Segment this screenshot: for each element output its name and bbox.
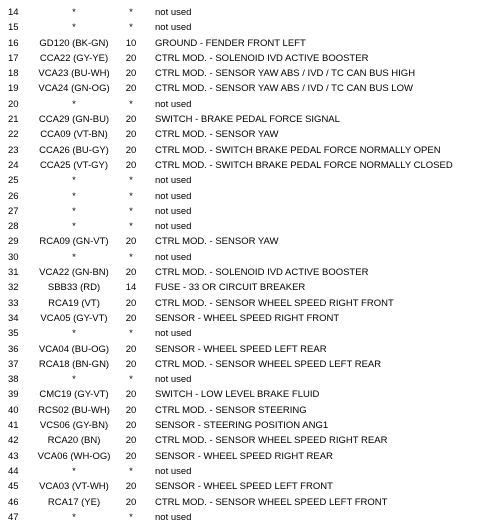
connector-pinout-table: [0, 5, 481, 525]
circuit-code: RCA18 (BN-GN): [38, 358, 110, 370]
wire-gauge: 20: [125, 481, 137, 493]
circuit-code: *: [72, 251, 76, 263]
wire-gauge: *: [129, 175, 133, 187]
circuit-function: SENSOR - WHEEL SPEED RIGHT REAR: [155, 450, 333, 462]
pin-number: 39: [8, 389, 19, 401]
circuit-code: VCA06 (WH-OG): [37, 450, 111, 462]
pin-number: 37: [8, 358, 19, 370]
table-row: [0, 36, 481, 51]
pin-number: 33: [8, 297, 19, 309]
circuit-function: SENSOR - WHEEL SPEED LEFT REAR: [155, 343, 327, 355]
wire-gauge: 20: [125, 358, 137, 370]
table-row: [0, 311, 481, 326]
circuit-code: CCA25 (VT-GY): [39, 159, 109, 171]
table-row: [0, 296, 481, 311]
table-row: [0, 449, 481, 464]
wire-gauge: 20: [125, 68, 137, 80]
circuit-code: *: [72, 22, 76, 34]
pin-number: 30: [8, 251, 19, 263]
table-row: [0, 189, 481, 204]
wire-gauge: 20: [125, 267, 137, 279]
table-row: [0, 464, 481, 479]
table-row: [0, 158, 481, 173]
circuit-function: not used: [155, 465, 192, 477]
pin-number: 19: [8, 83, 19, 95]
table-row: [0, 357, 481, 372]
pin-number: 14: [8, 7, 19, 18]
circuit-code: RCA17 (YE): [47, 496, 101, 508]
pin-number: 15: [8, 22, 19, 34]
circuit-code: CCA29 (GN-BU): [38, 114, 110, 126]
pin-number: 25: [8, 175, 19, 187]
circuit-function: CTRL MOD. - SENSOR YAW: [155, 236, 279, 248]
wire-gauge: *: [129, 22, 133, 34]
wire-gauge: 20: [125, 83, 137, 95]
table-row: [0, 173, 481, 188]
circuit-function: CTRL MOD. - SOLENOID IVD ACTIVE BOOSTER: [155, 267, 369, 279]
pin-number: 43: [8, 450, 19, 462]
wire-gauge: 20: [125, 450, 137, 462]
circuit-function: FUSE - 33 OR CIRCUIT BREAKER: [155, 282, 306, 294]
table-row: [0, 51, 481, 66]
circuit-code: *: [72, 7, 76, 18]
circuit-function: GROUND - FENDER FRONT LEFT: [155, 37, 306, 49]
wire-gauge: *: [129, 205, 133, 217]
circuit-code: CCA22 (GY-YE): [39, 52, 109, 64]
pin-number: 21: [8, 114, 19, 126]
table-row: [0, 387, 481, 402]
pin-number: 22: [8, 129, 19, 141]
table-row: [0, 510, 481, 525]
circuit-function: not used: [155, 175, 192, 187]
wire-gauge: 20: [125, 389, 137, 401]
wire-gauge: *: [129, 251, 133, 263]
circuit-code: RCA19 (VT): [48, 297, 100, 309]
wire-gauge: *: [129, 511, 133, 523]
circuit-function: not used: [155, 205, 192, 217]
circuit-code: *: [72, 374, 76, 386]
circuit-function: CTRL MOD. - SENSOR STEERING: [155, 404, 307, 416]
circuit-code: RCA20 (BN): [47, 435, 101, 447]
pin-number: 18: [8, 68, 19, 80]
wire-gauge: 20: [125, 236, 137, 248]
circuit-function: CTRL MOD. - SENSOR WHEEL SPEED RIGHT FRONT: [155, 297, 394, 309]
circuit-function: SWITCH - LOW LEVEL BRAKE FLUID: [155, 389, 320, 401]
circuit-code: RCS02 (BU-WH): [38, 404, 110, 416]
wire-gauge: *: [129, 98, 133, 110]
circuit-code: CMC19 (GY-VT): [39, 389, 109, 401]
wire-gauge: 20: [125, 435, 137, 447]
circuit-function: CTRL MOD. - SENSOR WHEEL SPEED RIGHT REAR: [155, 435, 388, 447]
circuit-function: CTRL MOD. - SENSOR WHEEL SPEED LEFT FRONT: [155, 496, 388, 508]
table-row: [0, 112, 481, 127]
circuit-function: CTRL MOD. - SENSOR WHEEL SPEED LEFT REAR: [155, 358, 382, 370]
pin-number: 46: [8, 496, 19, 508]
circuit-code: VCA05 (GY-VT): [40, 312, 108, 324]
circuit-function: SENSOR - STEERING POSITION ANG1: [155, 420, 329, 432]
table-row: [0, 495, 481, 510]
table-row: [0, 5, 481, 20]
circuit-code: RCA09 (GN-VT): [39, 236, 109, 248]
circuit-code: *: [72, 175, 76, 187]
pin-number: 20: [8, 98, 19, 110]
circuit-function: CTRL MOD. - SWITCH BRAKE PEDAL FORCE NORMALLY CLOSED: [155, 159, 453, 171]
pin-number: 38: [8, 374, 19, 386]
pin-number: 34: [8, 312, 19, 324]
pin-number: 45: [8, 481, 19, 493]
circuit-code: *: [72, 190, 76, 202]
circuit-code: VCS06 (GY-BN): [39, 420, 109, 432]
wire-gauge: 20: [125, 404, 137, 416]
wire-gauge: *: [129, 465, 133, 477]
wire-gauge: 20: [125, 114, 137, 126]
circuit-code: *: [72, 511, 76, 523]
pin-number: 36: [8, 343, 19, 355]
table-row: [0, 66, 481, 81]
table-row: [0, 479, 481, 494]
pin-number: 29: [8, 236, 19, 248]
wire-gauge: *: [129, 221, 133, 233]
table-row: [0, 418, 481, 433]
circuit-code: VCA03 (VT-WH): [39, 481, 109, 493]
table-row: [0, 204, 481, 219]
table-row: [0, 265, 481, 280]
table-row: [0, 127, 481, 142]
pin-number: 32: [8, 282, 19, 294]
table-row: [0, 20, 481, 35]
circuit-code: VCA24 (GN-OG): [38, 83, 110, 95]
circuit-function: SENSOR - WHEEL SPEED RIGHT FRONT: [155, 312, 340, 324]
circuit-function: CTRL MOD. - SENSOR YAW ABS / IVD / TC CAN BUS HIGH: [155, 68, 416, 80]
table-row: [0, 403, 481, 418]
pin-number: 31: [8, 267, 19, 279]
pin-number: 44: [8, 465, 19, 477]
circuit-code: VCA22 (GN-BN): [39, 267, 109, 279]
circuit-function: CTRL MOD. - SOLENOID IVD ACTIVE BOOSTER: [155, 52, 369, 64]
pin-number: 40: [8, 404, 19, 416]
pin-number: 41: [8, 420, 19, 432]
circuit-function: SENSOR - WHEEL SPEED LEFT FRONT: [155, 481, 333, 493]
pin-number: 42: [8, 435, 19, 447]
circuit-code: *: [72, 465, 76, 477]
table-row: [0, 234, 481, 249]
wire-gauge: 20: [125, 420, 137, 432]
table-row: [0, 342, 481, 357]
circuit-function: CTRL MOD. - SWITCH BRAKE PEDAL FORCE NORMALLY OPEN: [155, 144, 441, 156]
pin-number: 28: [8, 221, 19, 233]
pin-number: 17: [8, 52, 19, 64]
circuit-code: SBB33 (RD): [47, 282, 101, 294]
wire-gauge: *: [129, 7, 133, 18]
circuit-code: *: [72, 98, 76, 110]
wire-gauge: 20: [125, 159, 137, 171]
wire-gauge: 10: [125, 37, 137, 49]
circuit-code: VCA23 (BU-WH): [38, 68, 110, 80]
pin-number: 35: [8, 328, 19, 340]
wire-gauge: 20: [125, 312, 137, 324]
circuit-code: GD120 (BK-GN): [39, 37, 109, 49]
circuit-function: not used: [155, 328, 192, 340]
circuit-code: VCA04 (BU-OG): [38, 343, 110, 355]
table-row: [0, 219, 481, 234]
circuit-function: not used: [155, 22, 192, 34]
circuit-function: not used: [155, 251, 192, 263]
circuit-function: not used: [155, 511, 192, 523]
circuit-code: *: [72, 328, 76, 340]
table-row: [0, 433, 481, 448]
table-row: [0, 143, 481, 158]
wire-gauge: 20: [125, 144, 137, 156]
pin-number: 26: [8, 190, 19, 202]
table-row: [0, 97, 481, 112]
circuit-function: CTRL MOD. - SENSOR YAW ABS / IVD / TC CAN BUS LOW: [155, 83, 413, 95]
pin-number: 23: [8, 144, 19, 156]
circuit-code: *: [72, 205, 76, 217]
wire-gauge: *: [129, 328, 133, 340]
circuit-function: not used: [155, 98, 192, 110]
circuit-code: *: [72, 221, 76, 233]
circuit-code: CCA26 (BU-GY): [39, 144, 109, 156]
wire-gauge: 20: [125, 343, 137, 355]
table-row: [0, 326, 481, 341]
table-row: [0, 372, 481, 387]
wire-gauge: *: [129, 190, 133, 202]
circuit-function: not used: [155, 7, 192, 18]
pin-number: 27: [8, 205, 19, 217]
table-row: [0, 280, 481, 295]
pin-number: 16: [8, 37, 19, 49]
circuit-function: not used: [155, 221, 192, 233]
wire-gauge: 20: [125, 129, 137, 141]
wire-gauge: 14: [125, 282, 137, 294]
pin-number: 47: [8, 511, 19, 523]
table-row: [0, 81, 481, 96]
wire-gauge: 20: [125, 496, 137, 508]
table-row: [0, 250, 481, 265]
wire-gauge: *: [129, 374, 133, 386]
wire-gauge: 20: [125, 297, 137, 309]
wire-gauge: 20: [125, 52, 137, 64]
pin-number: 24: [8, 159, 19, 171]
circuit-code: CCA09 (VT-BN): [40, 129, 108, 141]
circuit-function: SWITCH - BRAKE PEDAL FORCE SIGNAL: [155, 114, 340, 126]
circuit-function: not used: [155, 374, 192, 386]
circuit-function: CTRL MOD. - SENSOR YAW: [155, 129, 279, 141]
circuit-function: not used: [155, 190, 192, 202]
